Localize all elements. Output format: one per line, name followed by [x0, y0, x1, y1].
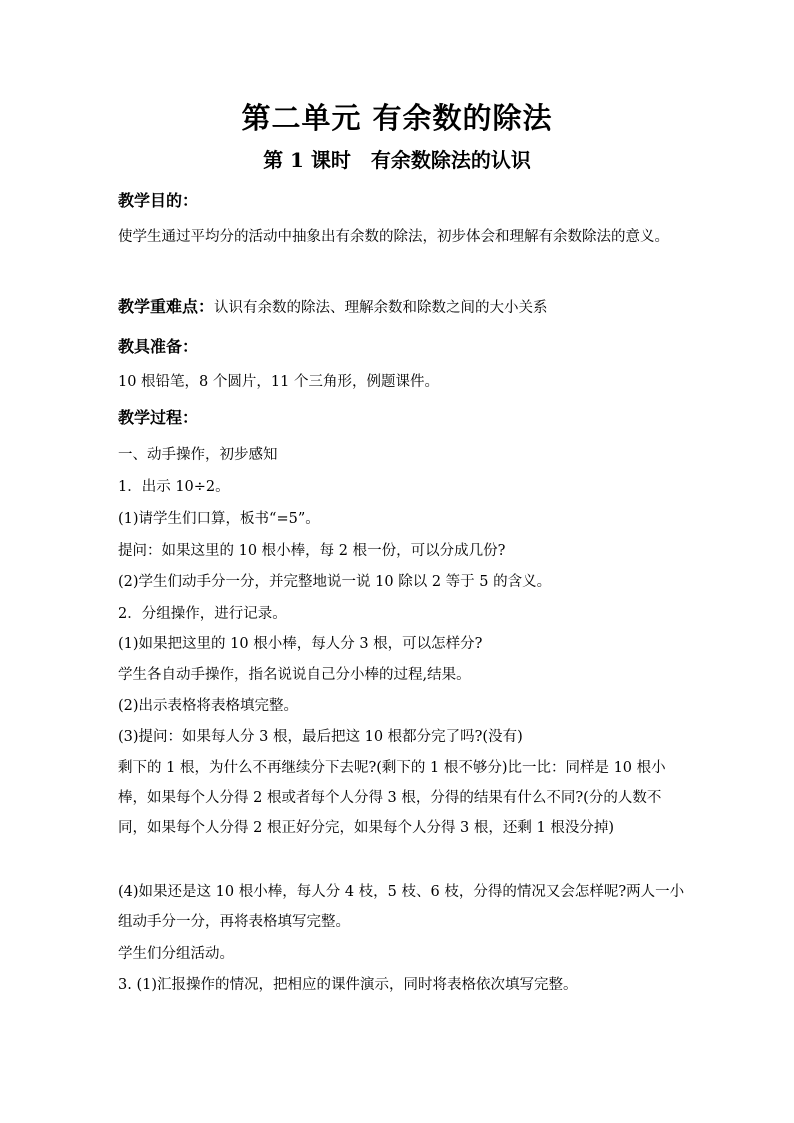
process-line: (3)提问：如果每人分 3 根，最后把这 10 根都分完了吗?(没有) [118, 729, 523, 745]
goal-heading: 教学目的： [118, 191, 199, 210]
process-line: (1)请学生们口算，板书“=5”。 [118, 511, 320, 527]
key-points-line [118, 292, 688, 323]
process-paragraph: 剩下的 1 根，为什么不再继续分下去呢?(剩下的 1 根不够分)比一比：同样是 10 根小棒，如果每个人分得 2 根或者每个人分得 3 根，分得的结果有什么不同?(分的人数不同，如果每个人分得 2 根正好分完，如果每个人分得 3 根，还剩 1 根没分掉) [118, 760, 666, 836]
process-line: (2)出示表格将表格填完整。 [118, 698, 299, 714]
process-line: (2)学生们动手分一分，并完整地说一说 10 除以 2 等于 5 的含义。 [118, 574, 552, 590]
key-points-heading: 教学重难点： [118, 297, 215, 316]
key-points-text: 认识有余数的除法、理解余数和除数之间的大小关系 [214, 300, 548, 316]
process-heading: 教学过程： [118, 408, 199, 427]
process-line: 学生各自动手操作，指名说说自己分小棒的过程,结果。 [118, 667, 471, 683]
process-line: 学生们分组活动。 [118, 946, 234, 962]
lesson-subtitle: 第 1 课时 有余数除法的认识 [263, 148, 531, 172]
process-line: 1．出示 10÷2。 [118, 479, 230, 495]
materials-text: 10 根铅笔，8 个圆片，11 个三角形，例题课件。 [118, 374, 439, 390]
process-paragraph: (4)如果还是这 10 根小棒，每人分 4 枝，5 枝、6 枝，分得的情况又会怎样呢?两人一小组动手分一分，再将表格填写完整。 [118, 884, 685, 930]
goal-text: 使学生通过平均分的活动中抽象出有余数的除法，初步体会和理解有余数除法的意义。 [118, 229, 669, 245]
process-line: 2．分组操作，进行记录。 [118, 606, 287, 622]
materials-heading: 教具准备： [118, 337, 199, 356]
process-line: (1)如果把这里的 10 根小棒，每人分 3 根，可以怎样分? [118, 636, 483, 652]
process-line: 3. (1)汇报操作的情况，把相应的课件演示，同时将表格依次填写完整。 [118, 977, 578, 993]
document-title: 第二单元 有余数的除法 [241, 101, 553, 135]
process-line: 提问：如果这里的 10 根小棒，每 2 根一份，可以分成几份? [118, 543, 506, 559]
process-line: 一、动手操作，初步感知 [118, 447, 278, 463]
